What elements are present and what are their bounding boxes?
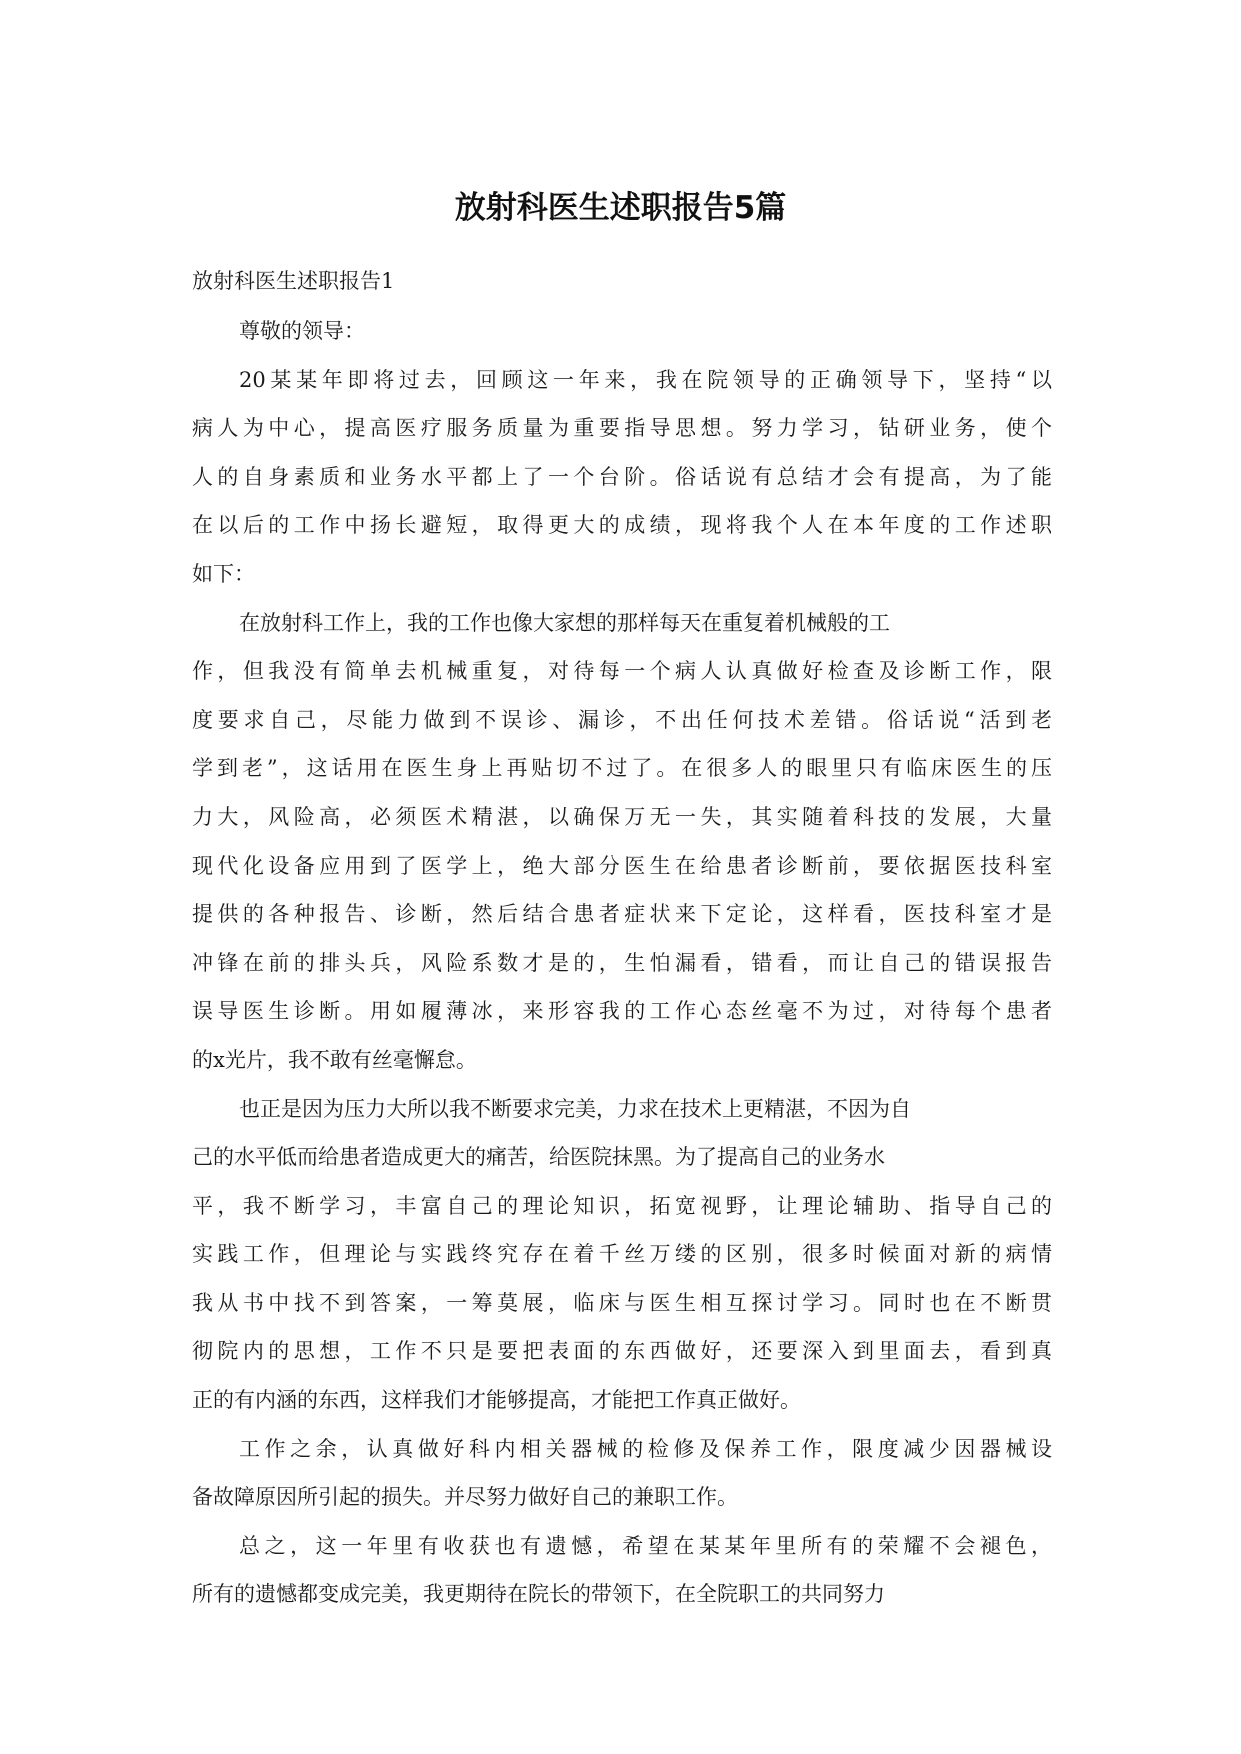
paragraph-line: 尊敬的领导： xyxy=(239,319,365,343)
body-paragraph xyxy=(192,1085,1052,1425)
body-paragraph xyxy=(192,356,1052,599)
paragraph-line: 己的水平低而给患者造成更大的痛苦，给医院抹黑。为了提高自己的业务水 xyxy=(192,1145,885,1170)
paragraph-line: 如下： xyxy=(192,561,255,586)
paragraph-line: 平，我不断学习，丰富自己的理论知识，拓宽视野，让理论辅助、指导自己的 xyxy=(192,1193,1052,1218)
paragraph-line: 提供的各种报告、诊断，然后结合患者症状来下定论，这样看，医技科室才是 xyxy=(192,902,1052,927)
document-body xyxy=(192,255,1052,1619)
section-heading: 放射科医生述职报告1 xyxy=(192,269,395,293)
paragraph-line: 所有的遗憾都变成完美，我更期待在院长的带领下，在全院职工的共同努力 xyxy=(192,1582,885,1607)
paragraph-line: 病人为中心，提高医疗服务质量为重要指导思想。努力学习，钻研业务，使个 xyxy=(192,416,1052,441)
paragraph-line: 总之，这一年里有收获也有遗憾，希望在某某年里所有的荣耀不会褪色， xyxy=(239,1533,1052,1558)
paragraph-line: 力大，风险高，必须医术精湛，以确保万无一失，其实随着科技的发展，大量 xyxy=(192,804,1052,829)
greeting-paragraph xyxy=(192,307,1052,356)
paragraph-line: 备故障原因所引起的损失。并尽努力做好自己的兼职工作。 xyxy=(192,1485,738,1510)
body-paragraph xyxy=(192,599,1052,1085)
paragraph-line: 也正是因为压力大所以我不断要求完美，力求在技术上更精湛，不因为自 xyxy=(239,1096,911,1121)
paragraph-line: 的x光片，我不敢有丝毫懈怠。 xyxy=(192,1047,477,1072)
document-title: 放射科医生述职报告5篇 xyxy=(454,190,787,226)
paragraph-line: 实践工作，但理论与实践终究存在着千丝万缕的区别，很多时候面对新的病情 xyxy=(192,1242,1052,1267)
paragraph-line: 作，但我没有简单去机械重复，对待每一个病人认真做好检查及诊断工作，限 xyxy=(192,659,1052,684)
paragraph-line: 在以后的工作中扬长避短，取得更大的成绩，现将我个人在本年度的工作述职 xyxy=(192,513,1052,538)
paragraph-line: 我从书中找不到答案，一筹莫展，临床与医生相互探讨学习。同时也在不断贯 xyxy=(192,1290,1052,1315)
paragraph-line: 人的自身素质和业务水平都上了一个台阶。俗话说有总结才会有提高，为了能 xyxy=(192,464,1052,489)
paragraph-line: 正的有内涵的东西，这样我们才能够提高，才能把工作真正做好。 xyxy=(192,1388,801,1413)
paragraph-line: 现代化设备应用到了医学上，绝大部分医生在给患者诊断前，要依据医技科室 xyxy=(192,853,1052,878)
paragraph-line: 在放射科工作上，我的工作也像大家想的那样每天在重复着机械般的工 xyxy=(239,610,890,635)
paragraph-line: 误导医生诊断。用如履薄冰，来形容我的工作心态丝毫不为过，对待每个患者 xyxy=(192,999,1052,1024)
paragraph-line: 工作之余，认真做好科内相关器械的检修及保养工作，限度减少因器械设 xyxy=(239,1436,1052,1461)
body-paragraph xyxy=(192,1425,1052,1522)
paragraph-line: 度要求自己，尽能力做到不误诊、漏诊，不出任何技术差错。俗话说“活到老 xyxy=(192,707,1052,732)
paragraph-line: 学到老”，这话用在医生身上再贴切不过了。在很多人的眼里只有临床医生的压 xyxy=(192,756,1052,781)
paragraph-line: 冲锋在前的排头兵，风险系数才是的，生怕漏看，错看，而让自己的错误报告 xyxy=(192,950,1052,975)
paragraph-line: 彻院内的思想，工作不只是要把表面的东西做好，还要深入到里面去，看到真 xyxy=(192,1339,1052,1364)
body-paragraph xyxy=(192,1522,1052,1619)
paragraph-line: 20某某年即将过去，回顾这一年来，我在院领导的正确领导下，坚持“以 xyxy=(239,367,1052,392)
